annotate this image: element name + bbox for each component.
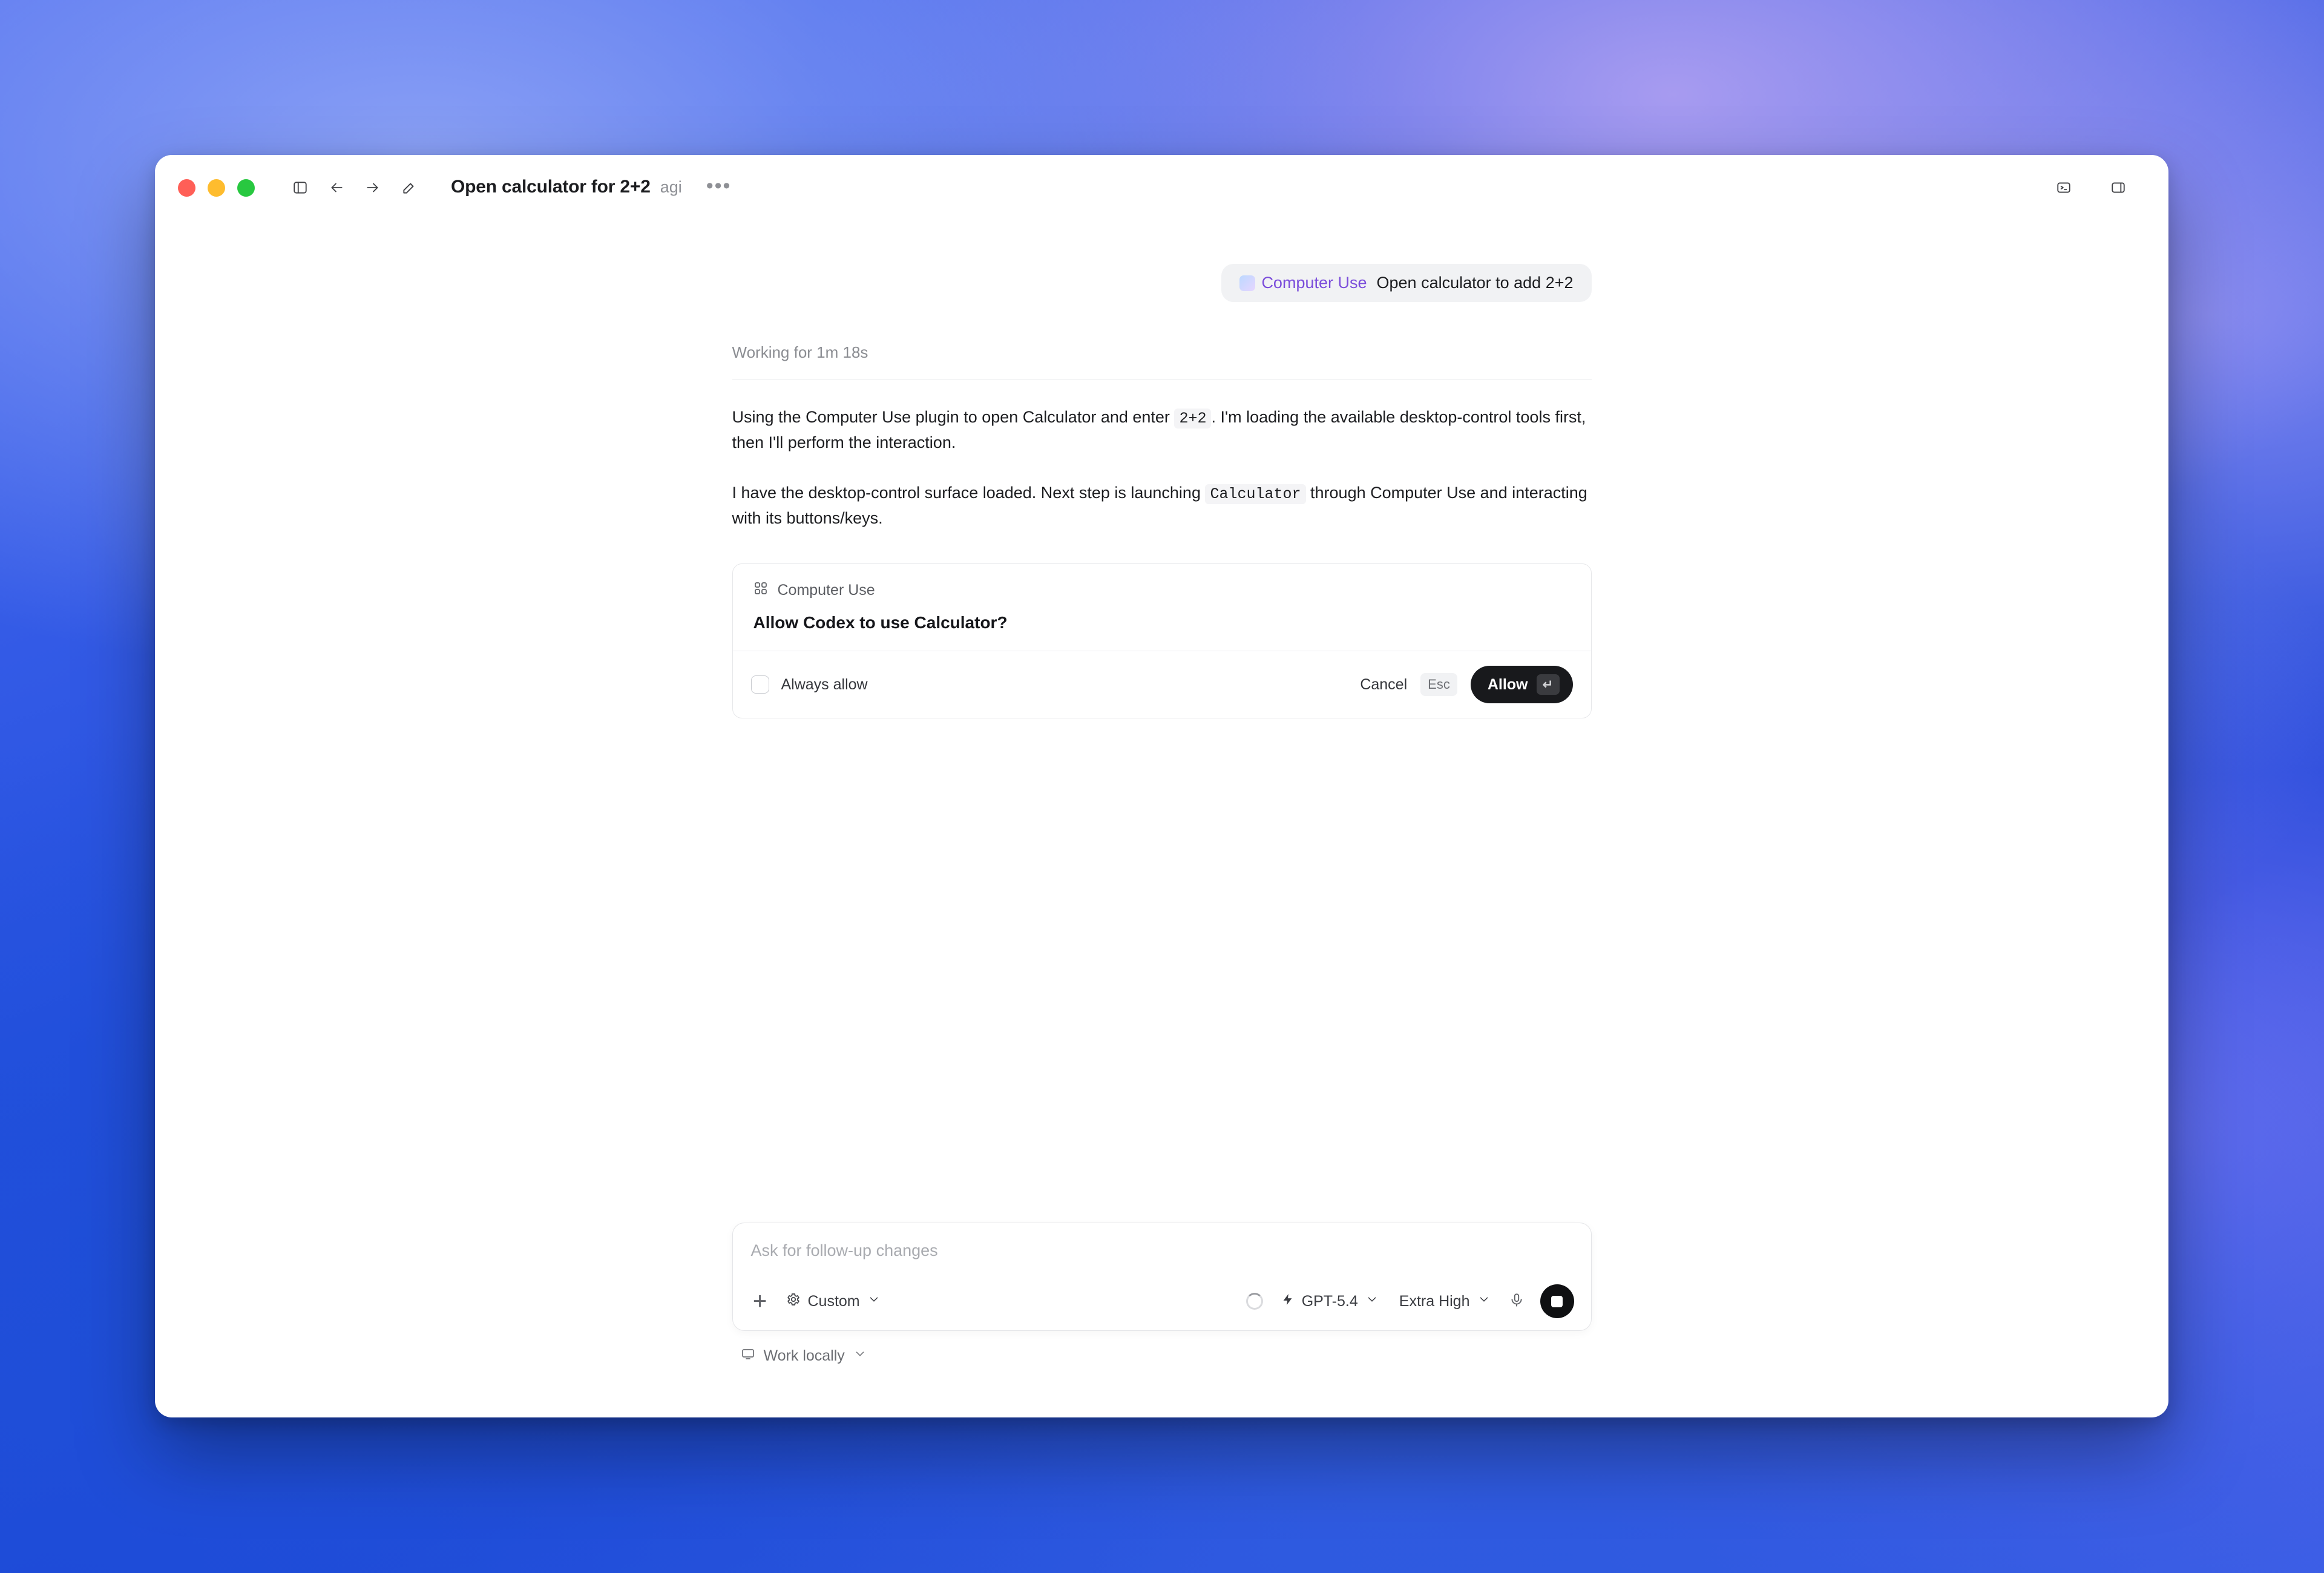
page-title: Open calculator for 2+2 [451, 176, 651, 197]
model-selector[interactable] [1279, 1289, 1381, 1314]
close-window-button[interactable] [178, 179, 195, 197]
work-locally-selector[interactable] [732, 1347, 1592, 1365]
bolt-icon [1281, 1293, 1295, 1310]
titlebar [155, 155, 2168, 220]
conversation-area [155, 220, 2168, 1417]
grid-icon [753, 581, 768, 600]
maximize-window-button[interactable] [237, 179, 255, 197]
back-arrow-icon[interactable] [323, 174, 350, 202]
chevron-down-icon [853, 1347, 867, 1365]
microphone-icon[interactable] [1509, 1292, 1525, 1311]
computer-use-icon [1239, 275, 1255, 291]
mode-label: Custom [807, 1292, 860, 1310]
composer-toolbar [750, 1284, 1574, 1318]
app-window [155, 155, 2168, 1417]
paragraph-2-part-a: I have the desktop-control surface loaded. Next step is launching [732, 484, 1201, 502]
always-allow-label: Always allow [781, 675, 868, 693]
right-panel-icon[interactable] [2104, 174, 2132, 202]
reasoning-label: Extra High [1399, 1292, 1470, 1310]
paragraph-1-code: 2+2 [1174, 409, 1211, 429]
conversation-column [732, 220, 1592, 718]
message-input[interactable]: Ask for follow-up changes [750, 1241, 938, 1259]
assistant-paragraph-1 [732, 405, 1592, 455]
window-controls [178, 179, 255, 197]
permission-question: Allow Codex to use Calculator? [753, 613, 1008, 632]
user-message-bubble [1221, 264, 1591, 302]
toggle-sidebar-icon[interactable] [286, 174, 314, 202]
paragraph-2-part-b: through Computer Use and interacting with its buttons/keys. [732, 484, 1587, 528]
stop-generation-button[interactable] [1540, 1284, 1574, 1318]
composer-right-actions [1246, 1284, 1574, 1318]
mode-selector[interactable] [784, 1289, 883, 1315]
stop-square-icon [1551, 1296, 1563, 1307]
more-options-button[interactable]: ••• [706, 174, 732, 197]
permission-actions [1360, 666, 1572, 703]
cancel-button[interactable]: Cancel [1360, 675, 1408, 693]
permission-tool [753, 581, 1571, 600]
window-subtitle: agi [660, 177, 682, 196]
gear-icon [786, 1292, 801, 1311]
computer-use-chip-label: Computer Use [1261, 274, 1367, 292]
permission-card [732, 563, 1592, 718]
forward-arrow-icon[interactable] [359, 174, 387, 202]
add-attachment-icon[interactable]: + [752, 1288, 767, 1315]
allow-shortcut-key: ↵ [1537, 674, 1560, 695]
minimize-window-button[interactable] [208, 179, 225, 197]
chevron-down-icon [867, 1293, 881, 1310]
permission-header [733, 564, 1591, 651]
always-allow-checkbox[interactable] [751, 675, 769, 694]
user-message-row [732, 264, 1592, 302]
loading-spinner-icon [1246, 1293, 1263, 1310]
working-status: Working for 1m 18s [732, 343, 868, 361]
new-chat-icon[interactable] [395, 174, 423, 202]
permission-tool-label: Computer Use [777, 582, 875, 599]
monitor-icon [741, 1347, 755, 1365]
paragraph-1-part-b: . I'm loading the available desktop-control tools first, then I'll perform the interaction. [732, 408, 1586, 452]
chevron-down-icon [1477, 1293, 1491, 1310]
computer-use-chip [1239, 274, 1367, 292]
chevron-down-icon [1365, 1293, 1379, 1310]
work-locally-label: Work locally [763, 1347, 845, 1364]
composer-wrap [732, 1223, 1592, 1365]
window-title-group [451, 174, 732, 199]
composer[interactable] [732, 1223, 1592, 1331]
user-message-text: Open calculator to add 2+2 [1376, 274, 1574, 292]
titlebar-right-actions [2050, 174, 2141, 202]
assistant-paragraph-2 [732, 481, 1592, 531]
model-label: GPT-5.4 [1301, 1292, 1358, 1310]
reasoning-selector[interactable] [1397, 1289, 1493, 1314]
permission-footer [733, 651, 1591, 718]
paragraph-2-code: Calculator [1205, 484, 1305, 504]
cancel-shortcut-key: Esc [1420, 673, 1457, 696]
paragraph-1-part-a: Using the Computer Use plugin to open Calculator and enter [732, 408, 1170, 426]
allow-button-label: Allow [1487, 675, 1528, 693]
allow-button[interactable] [1471, 666, 1573, 703]
terminal-panel-icon[interactable] [2050, 174, 2078, 202]
